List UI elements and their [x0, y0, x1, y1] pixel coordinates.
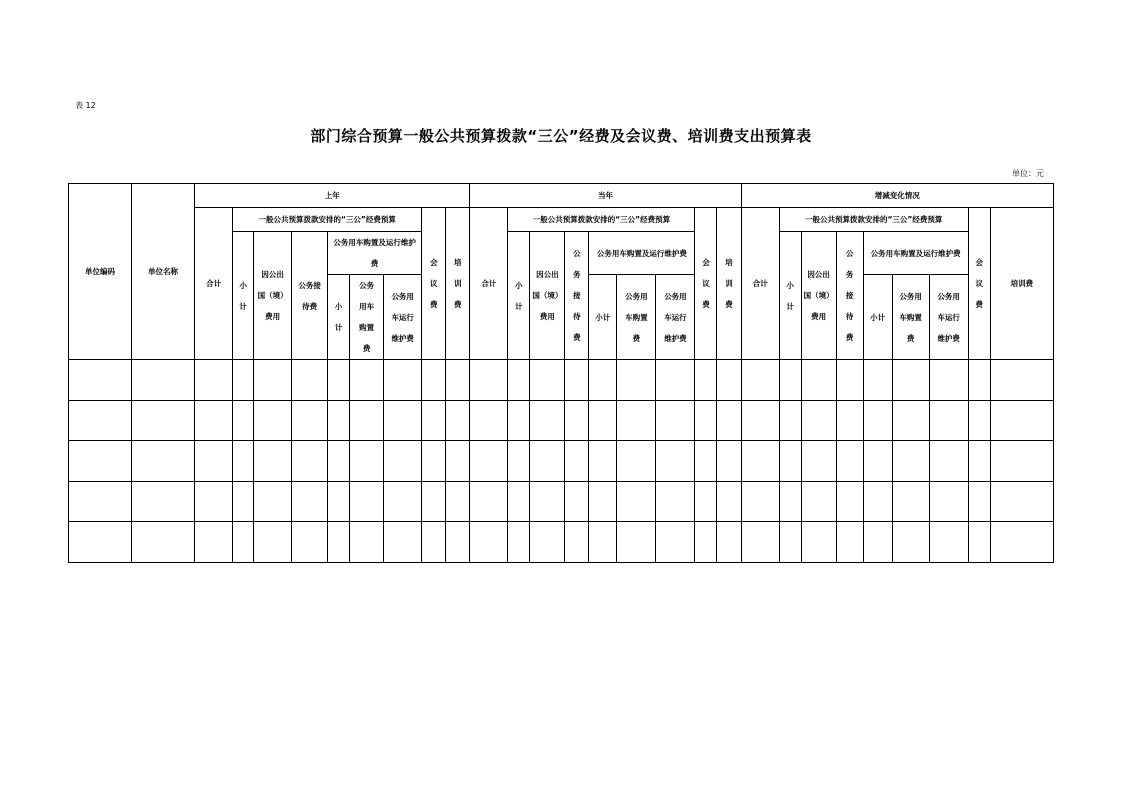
page-title: 部门综合预算一般公共预算拨款“三公”经费及会议费、培训费支出预算表 [310, 127, 812, 145]
table-row [69, 360, 1054, 401]
table-cell [530, 522, 565, 563]
table-cell [350, 481, 384, 522]
table-cell [589, 441, 617, 482]
table-cell [617, 522, 656, 563]
header-change-sangong: 一般公共预算拨款安排的“三公”经费预算 [779, 208, 968, 232]
header-change-car-operation: 公务用 车运行 维护费 [929, 275, 968, 360]
table-cell [69, 481, 132, 522]
table-cell [741, 441, 779, 482]
table-cell [717, 522, 741, 563]
table-cell [990, 522, 1053, 563]
table-cell [254, 441, 292, 482]
table-cell [422, 522, 446, 563]
table-cell [695, 481, 717, 522]
table-cell [292, 360, 328, 401]
header-prev-sangong: 一般公共预算拨款安排的“三公”经费预算 [233, 208, 422, 232]
header-unit-code: 单位编码 [69, 184, 132, 360]
table-cell [863, 441, 892, 482]
table-cell [508, 522, 530, 563]
table-cell [695, 400, 717, 441]
header-curr-car-purchase: 公务用 车购置 费 [617, 275, 656, 360]
header-prev-reception: 公务接 待费 [292, 232, 328, 360]
table-cell [132, 441, 195, 482]
table-cell [233, 441, 254, 482]
table-cell [589, 522, 617, 563]
table-cell [195, 400, 233, 441]
table-cell [779, 522, 801, 563]
header-curr-total: 合计 [470, 208, 508, 360]
table-cell [470, 400, 508, 441]
table-cell [717, 481, 741, 522]
table-cell [328, 441, 350, 482]
table-cell [292, 522, 328, 563]
header-change-subtotal: 小 计 [779, 232, 801, 360]
table-cell [530, 360, 565, 401]
table-cell [741, 481, 779, 522]
table-cell [836, 441, 863, 482]
table-cell [470, 360, 508, 401]
table-cell [508, 481, 530, 522]
table-cell [470, 522, 508, 563]
header-prev-car-subtotal: 小 计 [328, 275, 350, 360]
table-cell [292, 400, 328, 441]
table-cell [254, 360, 292, 401]
table-cell [990, 360, 1053, 401]
table-cell [968, 481, 990, 522]
table-cell [233, 360, 254, 401]
table-cell [422, 400, 446, 441]
table-cell [990, 441, 1053, 482]
table-cell [446, 400, 470, 441]
table-cell [565, 441, 589, 482]
header-curr-meeting: 会 议 费 [695, 208, 717, 360]
table-cell [968, 522, 990, 563]
table-cell [656, 441, 695, 482]
table-cell [968, 400, 990, 441]
table-cell [741, 522, 779, 563]
header-prev-total: 合计 [195, 208, 233, 360]
table-cell [132, 481, 195, 522]
header-row-period [69, 184, 1054, 208]
table-cell [470, 481, 508, 522]
table-cell [589, 481, 617, 522]
table-cell [69, 441, 132, 482]
table-cell [779, 360, 801, 401]
budget-table [68, 183, 1054, 563]
table-cell [892, 400, 929, 441]
table-cell [929, 481, 968, 522]
table-cell [446, 522, 470, 563]
header-change-car-group: 公务用车购置及运行维护费 [863, 232, 968, 275]
table-cell [836, 400, 863, 441]
table-cell [69, 400, 132, 441]
table-cell [656, 481, 695, 522]
table-cell [422, 360, 446, 401]
table-cell [801, 400, 836, 441]
table-cell [717, 400, 741, 441]
header-change-car-purchase: 公务用 车购置 费 [892, 275, 929, 360]
table-cell [195, 360, 233, 401]
table-cell [422, 481, 446, 522]
table-cell [350, 522, 384, 563]
table-cell [892, 522, 929, 563]
header-curr-subtotal: 小 计 [508, 232, 530, 360]
table-cell [195, 522, 233, 563]
table-cell [508, 400, 530, 441]
header-prev-car-operation: 公务用 车运行 维护费 [384, 275, 422, 360]
table-cell [836, 522, 863, 563]
table-cell [530, 481, 565, 522]
table-cell [254, 522, 292, 563]
table-cell [779, 400, 801, 441]
table-cell [863, 481, 892, 522]
table-cell [617, 360, 656, 401]
header-change-abroad: 因公出 国（境） 费用 [801, 232, 836, 360]
table-cell [69, 522, 132, 563]
table-cell [717, 441, 741, 482]
table-cell [384, 481, 422, 522]
header-curr-car-group: 公务用车购置及运行维护费 [589, 232, 695, 275]
table-cell [132, 400, 195, 441]
header-prev-year: 上年 [195, 184, 470, 208]
table-cell [589, 400, 617, 441]
table-cell [446, 481, 470, 522]
table-cell [195, 441, 233, 482]
table-row [69, 400, 1054, 441]
header-curr-car-subtotal: 小计 [589, 275, 617, 360]
table-cell [863, 360, 892, 401]
table-cell [990, 481, 1053, 522]
table-cell [384, 400, 422, 441]
table-cell [656, 522, 695, 563]
table-cell [863, 522, 892, 563]
table-cell [929, 441, 968, 482]
table-cell [617, 400, 656, 441]
table-cell [990, 400, 1053, 441]
table-cell [132, 360, 195, 401]
header-prev-car-purchase: 公务 用车 购置 费 [350, 275, 384, 360]
header-row-budget [69, 208, 1054, 232]
header-change-meeting: 会 议 费 [968, 208, 990, 360]
table-cell [565, 481, 589, 522]
table-cell [233, 522, 254, 563]
table-cell [695, 360, 717, 401]
header-change-car-subtotal: 小计 [863, 275, 892, 360]
table-cell [565, 360, 589, 401]
table-cell [195, 481, 233, 522]
header-curr-training: 培 训 费 [717, 208, 741, 360]
table-cell [801, 481, 836, 522]
table-cell [350, 360, 384, 401]
table-cell [530, 441, 565, 482]
table-cell [801, 360, 836, 401]
table-cell [617, 441, 656, 482]
table-cell [589, 360, 617, 401]
table-cell [384, 360, 422, 401]
table-cell [741, 360, 779, 401]
table-cell [254, 400, 292, 441]
header-change-total: 合计 [741, 208, 779, 360]
table-cell [863, 400, 892, 441]
table-cell [384, 522, 422, 563]
table-cell [695, 522, 717, 563]
table-cell [836, 481, 863, 522]
table-cell [470, 441, 508, 482]
table-cell [328, 522, 350, 563]
table-cell [929, 400, 968, 441]
table-row [69, 441, 1054, 482]
header-prev-training: 培 训 费 [446, 208, 470, 360]
header-prev-meeting: 会 议 费 [422, 208, 446, 360]
table-cell [968, 360, 990, 401]
table-cell [892, 360, 929, 401]
header-change: 增减变化情况 [741, 184, 1053, 208]
table-cell [69, 360, 132, 401]
table-cell [233, 400, 254, 441]
header-curr-abroad: 因公出 国（境） 费用 [530, 232, 565, 360]
table-cell [779, 481, 801, 522]
header-prev-subtotal: 小 计 [233, 232, 254, 360]
header-unit-name: 单位名称 [132, 184, 195, 360]
table-cell [929, 360, 968, 401]
table-cell [254, 481, 292, 522]
table-cell [717, 360, 741, 401]
table-cell [328, 400, 350, 441]
table-cell [656, 360, 695, 401]
table-cell [779, 441, 801, 482]
table-cell [801, 522, 836, 563]
table-cell [292, 441, 328, 482]
table-cell [292, 481, 328, 522]
table-cell [508, 441, 530, 482]
unit-label: 单位：元 [1012, 169, 1044, 178]
table-cell [328, 360, 350, 401]
table-cell [446, 441, 470, 482]
table-cell [422, 441, 446, 482]
table-cell [695, 441, 717, 482]
table-cell [233, 481, 254, 522]
header-prev-abroad: 因公出 国（境） 费用 [254, 232, 292, 360]
table-cell [565, 522, 589, 563]
table-cell [350, 400, 384, 441]
header-curr-car-operation: 公务用 车运行 维护费 [656, 275, 695, 360]
table-cell [384, 441, 422, 482]
table-cell [446, 360, 470, 401]
table-cell [508, 360, 530, 401]
table-row [69, 481, 1054, 522]
table-cell [328, 481, 350, 522]
header-change-reception: 公 务 接 待 费 [836, 232, 863, 360]
table-cell [530, 400, 565, 441]
table-number: 表 12 [75, 101, 96, 110]
table-cell [565, 400, 589, 441]
table-cell [656, 400, 695, 441]
table-cell [741, 400, 779, 441]
header-prev-car-group: 公务用车购置及运行维护 费 [328, 232, 422, 275]
table-cell [892, 481, 929, 522]
table-cell [836, 360, 863, 401]
table-cell [350, 441, 384, 482]
header-change-training: 培训费 [990, 208, 1053, 360]
header-curr-sangong: 一般公共预算拨款安排的“三公”经费预算 [508, 208, 695, 232]
table-cell [617, 481, 656, 522]
table-cell [968, 441, 990, 482]
header-curr-reception: 公 务 接 待 费 [565, 232, 589, 360]
table-row [69, 522, 1054, 563]
header-curr-year: 当年 [470, 184, 741, 208]
table-cell [801, 441, 836, 482]
table-cell [929, 522, 968, 563]
table-cell [892, 441, 929, 482]
table-cell [132, 522, 195, 563]
